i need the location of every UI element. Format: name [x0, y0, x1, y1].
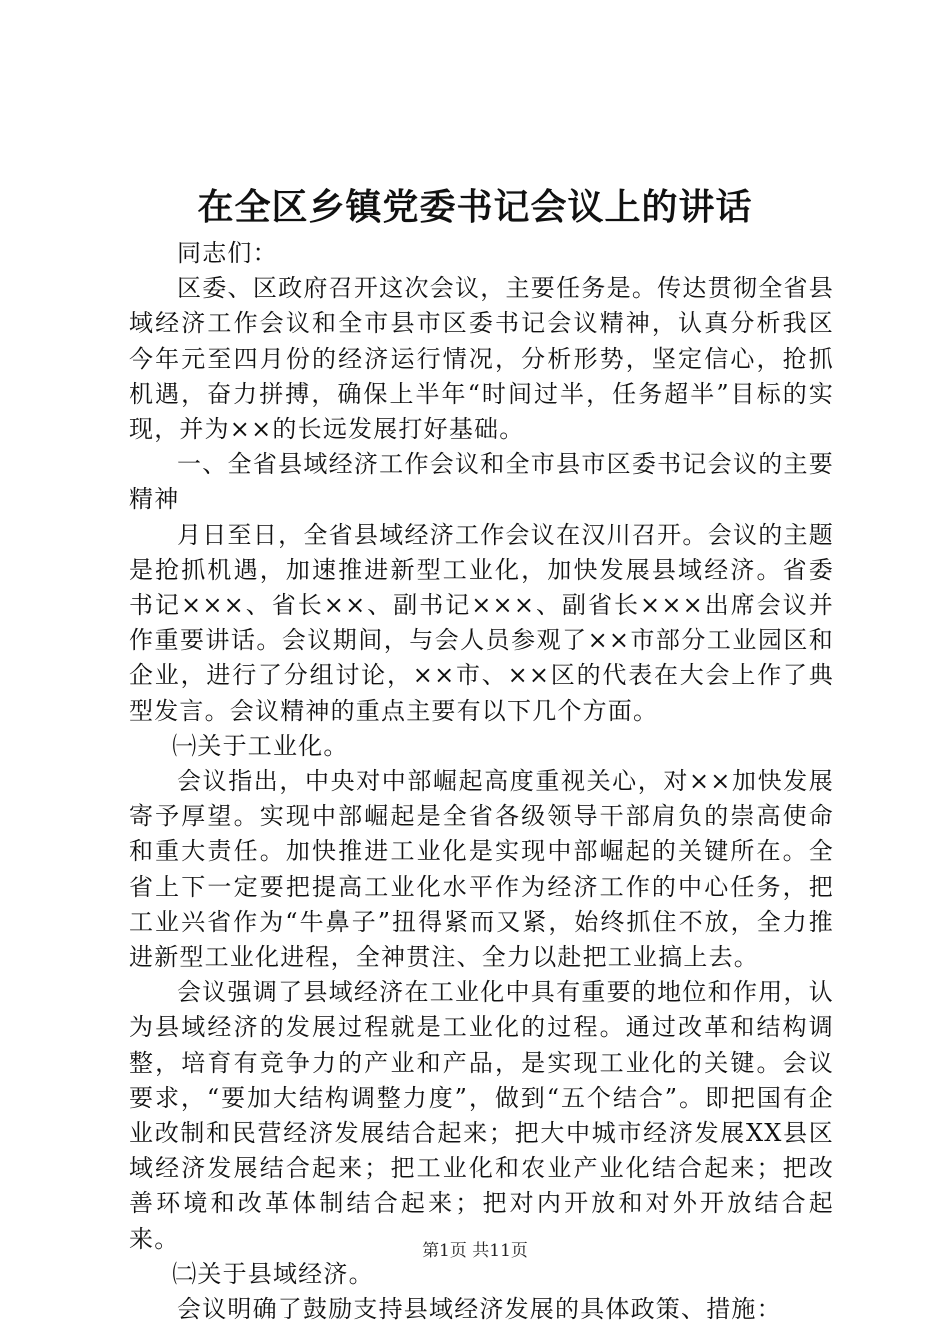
paragraph-intro: 区委、区政府召开这次会议，主要任务是。传达贯彻全省县域经济工作会议和全市县市区委书记会议精神，认真分析我区今年元至四月份的经济运行情况，分析形势，坚定信心，抢抓机遇，奋力拼搏，确保上半年“时间过半，任务超半”目标的实现，并为××的长远发展打好基础。: [129, 274, 834, 444]
paragraph-industrialization-2: 会议强调了县域经济在工业化中具有重要的地位和作用，认为县域经济的发展过程就是工业化的过程。通过改革和结构调整，培育有竞争力的产业和产品，是实现工业化的关键。会议要求，“要加大结构调整力度”，做到“五个结合”。即把国有企业改制和民营经济发展结合起来；把大中城市经济发展XX县区域经济发展结合起来；把工业化和农业产业化结合起来；把改善环境和改革体制结合起来；把对内开放和对外开放结合起来。: [129, 978, 834, 1253]
section-heading-1: 一、全省县域经济工作会议和全市县市区委书记会议的主要精神: [129, 450, 834, 514]
paragraph-meeting-summary: 月日至日，全省县域经济工作会议在汉川召开。会议的主题是抢抓机遇，加速推进新型工业化，加快发展县域经济。省委书记×××、省长××、副书记×××、副省长×××出席会议并作重要讲话。会议期间，与会人员参观了××市部分工业园区和企业，进行了分组讨论，××市、××区的代表在大会上作了典型发言。会议精神的重点主要有以下几个方面。: [129, 520, 834, 725]
document-body: [129, 236, 834, 1327]
page-number-label: 第1页 共11页: [422, 1241, 528, 1261]
salutation: 同志们：: [177, 239, 278, 267]
paragraph-county-economy: 会议明确了鼓励支持县域经济发展的具体政策、措施：: [177, 1295, 782, 1324]
page-footer: [0, 1239, 950, 1263]
document-title: 在全区乡镇党委书记会议上的讲话: [197, 186, 753, 228]
subsection-heading-county-economy: ㈡关于县域经济。: [172, 1259, 374, 1288]
subsection-heading-industrialization: ㈠关于工业化。: [172, 731, 349, 760]
paragraph-industrialization-1: 会议指出，中央对中部崛起高度重视关心，对××加快发展寄予厚望。实现中部崛起是全省各级领导干部肩负的崇高使命和重大责任。加快推进工业化是实现中部崛起的关键所在。全省上下一定要把提高工业化水平作为经济工作的中心任务，把工业兴省作为“牛鼻子”扭得紧而又紧，始终抓住不放，全力推进新型工业化进程，全神贯注、全力以赴把工业搞上去。: [129, 767, 834, 972]
